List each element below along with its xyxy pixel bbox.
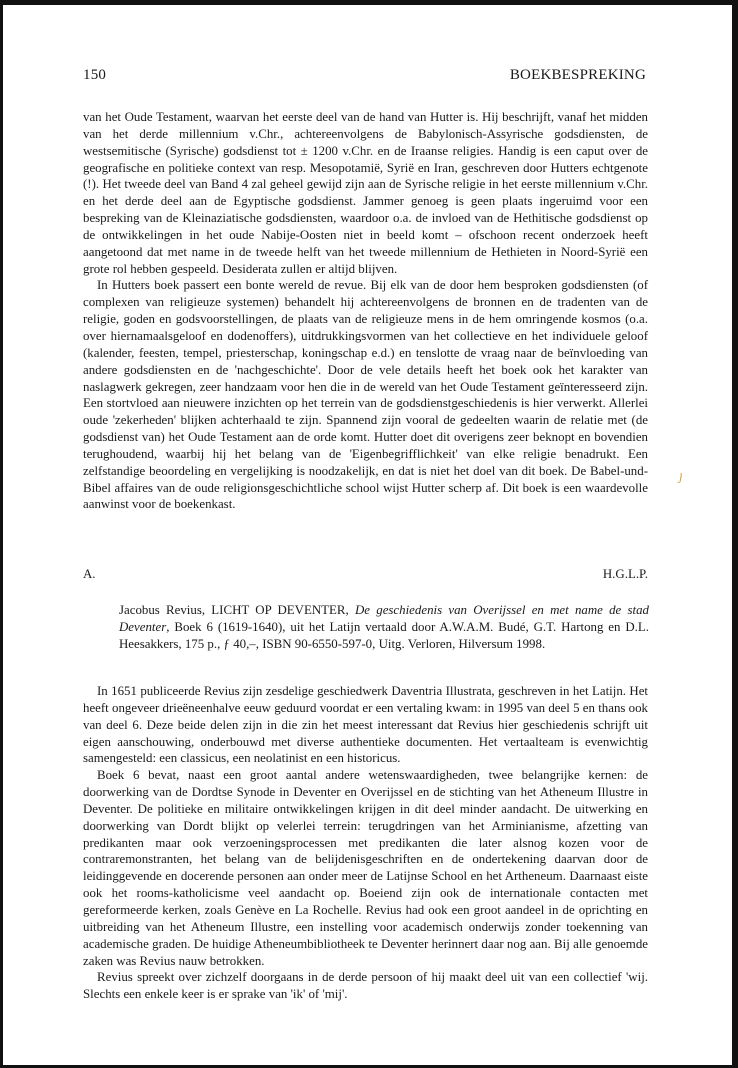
book-citation [119, 602, 649, 653]
review-hutter [83, 109, 648, 513]
paragraph: Revius spreekt over zichzelf doorgaans in de derde persoon of hij maakt deel uit van een collectief 'wij. Slechts een enkele keer is er sprake van 'ik' of 'mij'. [83, 970, 648, 1002]
margin-mark: ȷ [679, 469, 683, 484]
paragraph: van het Oude Testament, waarvan het eerste deel van de hand van Hutter is. Hij beschrijft, vanaf het midden van het derde millennium v.Chr., achtereenvolgens de Babylonisch-Assyrische godsdiensten, de westsemitische (Syrische) godsdienst tot ± 1200 v.Chr. en de Iraanse religies. Handig is een caput over de geografische en politieke context van resp. Mesopotamië, Syrië en Iran, geschreven door Hutters echtgenote (!). Het tweede deel van Band 4 zal geheel gewijd zijn aan de Syrische religie in het eerste millennium v.Chr. en het derde deel aan de Egyptische godsdienst. Jammer genoeg is geen plaats ingeruimd voor een bespreking van de Kleinaziatische godsdiensten, waardoor o.a. de invloed van de Hethitische godsdienst op de ontwikkelingen in het oude Nabije-Oosten niet in beeld komt – ofschoon recent onderzoek heeft aangetoond dat met name in de tweede helft van het tweede millennium de Hethieten in Noord-Syrië een grote rol hebben gespeeld. Desiderata zullen er altijd blijven. [83, 110, 648, 276]
signature-left: A. [83, 567, 96, 581]
section-title: BOEKBESPREKING [509, 67, 646, 83]
citation-details: , Boek 6 (1619-1640), uit het Latijn vertaald door A.W.A.M. Budé, G.T. Hartong en D.L. Heesakkers, 175 p., ƒ 40,–, ISBN 90-6550-597-0, Uitg. Verloren, Hilversum 1998. [119, 619, 649, 651]
reviewer-initials: H.G.L.P. [602, 567, 648, 581]
review-signature [83, 567, 648, 582]
page-number: 150 [83, 67, 107, 83]
citation-subtitle: De geschiedenis van Overijssel en met name de stad Deventer [119, 603, 649, 634]
page-header [83, 67, 646, 84]
paragraph: In Hutters boek passert een bonte wereld de revue. Bij elk van de door hem besproken godsdiensten (of complexen van religieuze systemen) behandelt hij achtereenvolgens de bronnen en de tradenten van de religie, goden en godsvoorstellingen, de plaats van de religieuze mens in de hem omringende kosmos (o.a. over hiernamaalsgeloof en dodenoffers), uitdrukkingsvormen van het collectieve en het individuele geloof (kalender, feesten, tempel, priesterschap, koningschap e.d.) en tenslotte de vraag naar de beïnvloeding van andere godsdiensten en de 'nachgeschichte'. Door de vele details heeft het boek ook het karakter van naslagwerk gekregen, zeer handzaam voor hen die in de wereld van het Oude Testament geïnteresseerd zijn. Een stortvloed aan nieuwere inzichten op het terrein van de godsdienstgeschiedenis is hier verwerkt. Allerlei oude 'zekerheden' blijken achterhaald te zijn. Spannend zijn vooral de gedeelten waarin de relatie met (de godsdienst van) het Oude Testament aan de orde komt. Hutter doet dit overigens zeer beknopt en bovendien terughoudend, waarbij hij het belang van de 'Eigenbegrifflichkeit' van elke religie benadrukt. Een zelfstandige beoordeling en vergelijking is noodzakelijk, en dat is niet het doel van dit boek. De Babel-und-Bibel affaires van de oude religionsgeschichtliche school wijst Hutter scherp af. Dit boek is een waardevolle aanwinst voor de boekenkast. [83, 278, 648, 512]
paragraph: Boek 6 bevat, naast een groot aantal andere wetenswaardigheden, twee belangrijke kernen: de doorwerking van de Dordtse Synode in Deventer en Overijssel en de stichting van het Atheneum Illustre in Deventer. De politieke en militaire ontwikkelingen krijgen in dit deel minder aandacht. De uitwerking en doorwerking van Dordt blijkt op velerlei terrein: terugdringen van het Arminianisme, afzetting van predikanten maar ook verzoeningsprocessen met predikanten die later alsnog kozen voor de contraremonstranten, het belang van de belijdenisgeschriften en de ondertekening daarvan door de leidinggevende en docerende personen aan onder meer de Latijnse School en het Artheneum. Daarnaast eiste ook het rooms-katholicisme veel aandacht op. Boeiend zijn ook de internationale contacten met gereformeerde kerken, zoals Genève en La Rochelle. Revius had ook een groot aandeel in de oprichting en uitbreiding van het Atheneum Illustre, een instelling voor academisch onderwijs zonder toekenning van academische graden. De huidige Atheneumbibliotheek te Deventer herinnert daar nog aan. Bij alle genoemde zaken was Revius nauw betrokken. [83, 768, 648, 968]
citation-author-title: Jacobus Revius, LICHT OP DEVENTER, [119, 603, 355, 617]
paragraph: In 1651 publiceerde Revius zijn zesdelige geschiedwerk Daventria Illustrata, geschreven in het Latijn. Het heeft ongeveer drieëneenhalve eeuw geduurd voordat er een vertaling kwam: in 1995 van deel 5 en thans ook van deel 6. Deze beide delen zijn in die zin het meest interessant dat Revius hier geschiedenis schrijft uit eigen aanschouwing, onderbouwd met diverse authentieke documenten. Het vertaalteam is evenwichtig samengesteld: een classicus, een neolatinist en een historicus. [83, 684, 648, 766]
review-revius [83, 683, 648, 1003]
